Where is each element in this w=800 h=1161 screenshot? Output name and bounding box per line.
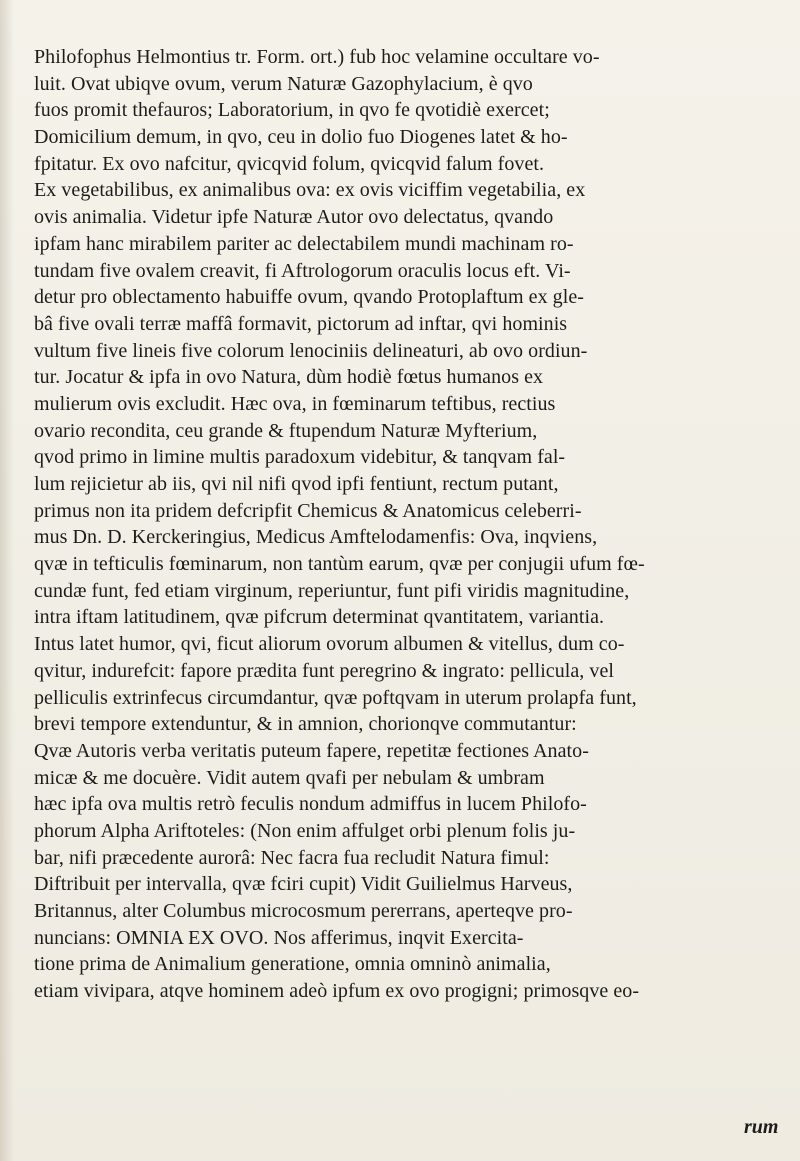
text-line: Ex vegetabilibus, ex animalibus ova: ex ovis viciffim vegetabilia, ex [34, 179, 586, 202]
text-line: qvæ in tefticulis fœminarum, non tantùm earum, qvæ per conjugii ufum fœ- [34, 553, 645, 576]
text-line: Diftribuit per intervalla, qvæ fciri cupit) Vidit Guilielmus Harveus, [34, 873, 573, 896]
text-line: qvod primo in limine multis paradoxum videbitur, & tanqvam fal- [34, 446, 566, 469]
text-line: pelliculis extrinfecus circumdantur, qvæ poftqvam in uterum prolapfa funt, [34, 686, 637, 709]
text-line: Britannus, alter Columbus microcosmum pererrans, aperteqve pro- [34, 900, 573, 922]
text-line: fpitatur. Ex ovo nafcitur, qvicqvid folum, qvicqvid falum fovet. [34, 152, 545, 175]
text-line: vultum five lineis five colorum lenociniis delineaturi, ab ovo ordiun- [34, 339, 588, 362]
text-line: ovario recondita, ceu grande & ftupendum Naturæ Myfterium, [34, 419, 538, 442]
text-line: Philofophus Helmontius tr. Form. ort.) fub hoc velamine occultare vo- [34, 46, 600, 68]
text-line: nuncians: OMNIA EX OVO. Nos afferimus, inqvit Exercita- [34, 926, 524, 949]
catchword: rum [744, 1116, 779, 1138]
text-line: Qvæ Autoris verba veritatis puteum fapere, repetitæ fectiones Anato- [34, 739, 589, 762]
text-line: fuos promit thefauros; Laboratorium, in qvo fe qvotidiè exercet; [34, 99, 550, 122]
text-line: bâ five ovali terræ maffâ formavit, pictorum ad inftar, qvi hominis [34, 312, 568, 335]
text-line: Intus latet humor, qvi, ficut aliorum ovorum albumen & vitellus, dum co- [34, 633, 625, 656]
text-line: ovis animalia. Videtur ipfe Naturæ Autor ovo delectatus, qvando [34, 206, 554, 229]
text-line: luit. Ovat ubiqve ovum, verum Naturæ Gazophylacium, è qvo [34, 72, 533, 95]
text-line: phorum Alpha Ariftoteles: (Non enim affulget orbi plenum folis ju- [34, 819, 576, 842]
text-line: brevi tempore extenduntur, & in amnion, chorionqve commutantur: [34, 713, 577, 736]
page-edge-shadow [0, 0, 14, 1161]
text-line: tur. Jocatur & ipfa in ovo Natura, dùm hodiè fœtus humanos ex [34, 366, 544, 389]
text-line: lum rejicietur ab iis, qvi nil nifi qvod ipfi fentiunt, rectum putant, [34, 473, 559, 495]
text-line: tione prima de Animalium generatione, omnia omninò animalia, [34, 953, 551, 976]
body-text [34, 44, 794, 1005]
text-line: tundam five ovalem creavit, fi Aftrologorum oraculis locus eft. Vi- [34, 259, 571, 282]
text-line: ipfam hanc mirabilem pariter ac delectabilem mundi machinam ro- [34, 232, 574, 255]
text-line: primus non ita pridem defcripfit Chemicus & Anatomicus celeberri- [34, 499, 582, 522]
text-line: Domicilium demum, in qvo, ceu in dolio fuo Diogenes latet & ho- [34, 126, 568, 149]
text-line: bar, nifi præcedente aurorâ: Nec facra fua recludit Natura fimul: [34, 846, 550, 869]
text-line: micæ & me docuère. Vidit autem qvafi per nebulam & umbram [34, 766, 545, 789]
text-line: hæc ipfa ova multis retrò feculis nondum admiffus in lucem Philofo- [34, 793, 587, 816]
text-line: intra iftam latitudinem, qvæ pifcrum determinat qvantitatem, variantia. [34, 606, 605, 629]
text-line: etiam vivipara, atqve hominem adeò ipfum ex ovo progigni; primosqve eo- [34, 980, 640, 1003]
text-line: detur pro oblectamento habuiffe ovum, qvando Protoplaftum ex gle- [34, 286, 584, 309]
text-line: mus Dn. D. Kerckeringius, Medicus Amftelodamenfis: Ova, inqviens, [34, 526, 598, 549]
text-line: cundæ funt, fed etiam virginum, reperiuntur, funt pifi viridis magnitudine, [34, 579, 630, 602]
text-line: qvitur, indurefcit: fapore prædita funt peregrino & ingrato: pellicula, vel [34, 659, 614, 682]
text-line: mulierum ovis excludit. Hæc ova, in fœminarum teftibus, rectius [34, 392, 556, 415]
